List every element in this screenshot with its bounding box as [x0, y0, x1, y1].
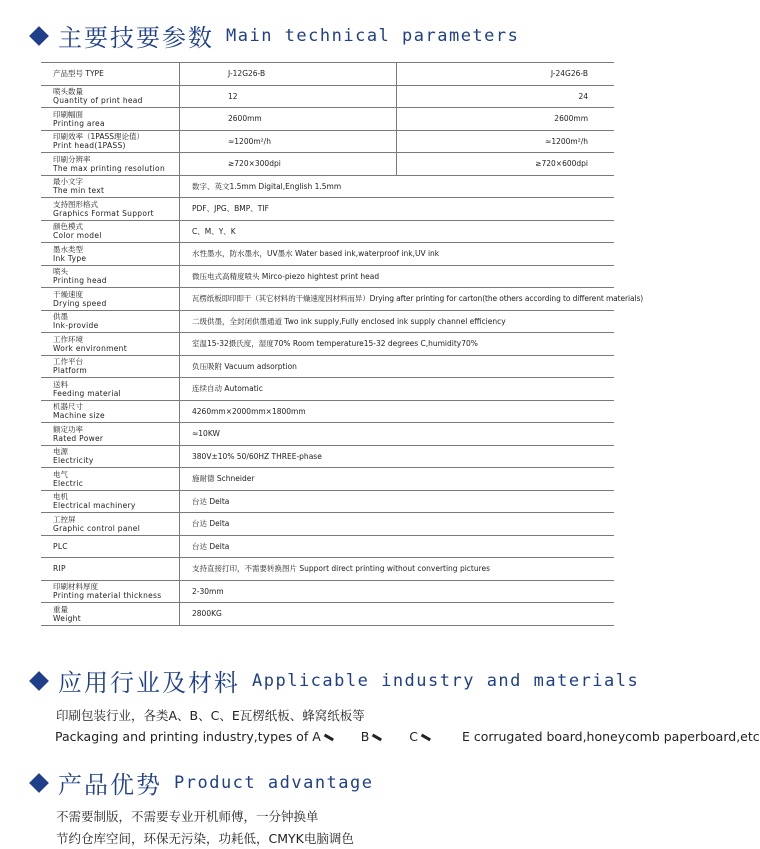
- spec-row: [41, 220, 614, 243]
- spec-row: [41, 355, 614, 378]
- spec-row-label: [41, 85, 180, 108]
- diamond-bullet-icon: [29, 26, 49, 46]
- spec-label-cn: 支持图形格式: [53, 199, 98, 209]
- spec-label-en: Platform: [53, 366, 88, 376]
- spec-value: 二级供墨，全封闭供墨通道 Two ink supply,Fully enclosed ink supply channel efficiency: [180, 310, 615, 333]
- slash-mark-icon: [324, 734, 334, 741]
- spec-label-en: Ink Type: [53, 253, 87, 263]
- spec-header-model2: J-24G26-B: [397, 63, 614, 86]
- spec-value-model2: 24: [397, 85, 614, 108]
- spec-label-en: Feeding material: [53, 388, 121, 398]
- industry-title-en: Applicable industry and materials: [252, 670, 640, 691]
- spec-row: [41, 378, 614, 401]
- spec-row: [41, 288, 614, 311]
- spec-value: 连续自动 Automatic: [180, 378, 615, 401]
- spec-row: [41, 603, 614, 626]
- industry-en-part-d: E corrugated board,honeycomb paperboard,etc: [462, 729, 760, 744]
- spec-row: [41, 108, 614, 131]
- spec-row: [41, 445, 614, 468]
- spec-row-label: [41, 535, 180, 558]
- spec-label-cn: 干燥速度: [53, 289, 83, 299]
- spec-label-en: Color model: [53, 231, 102, 241]
- spec-row: [41, 243, 614, 266]
- spec-row-label: [41, 445, 180, 468]
- diamond-bullet-icon: [29, 671, 49, 691]
- spec-row: [41, 198, 614, 221]
- spec-row: [41, 423, 614, 446]
- spec-header-label: 产品型号 TYPE: [41, 63, 180, 86]
- spec-value-model2: ≥720×600dpi: [397, 153, 614, 176]
- spec-value: C、M、Y、K: [180, 220, 615, 243]
- spec-label-en: Ink-provide: [53, 321, 99, 331]
- spec-label-cn: 印刷效率（1PASS理论值）: [53, 132, 144, 142]
- spec-label-en: Graphics Format Support: [53, 208, 154, 218]
- industry-line-cn: 印刷包装行业，各类A、B、C、E瓦楞纸板、蜂窝纸板等: [56, 708, 365, 723]
- spec-row-label: [41, 108, 180, 131]
- spec-label-en: The max printing resolution: [53, 163, 165, 173]
- spec-value: 数字、英文1.5mm Digital,English 1.5mm: [180, 175, 615, 198]
- spec-row: [41, 153, 614, 176]
- spec-value-model2: 2600mm: [397, 108, 614, 131]
- spec-row: [41, 175, 614, 198]
- spec-row-label: [41, 603, 180, 626]
- advantage-title-cn: 产品优势: [58, 771, 162, 799]
- spec-label-cn: 电机: [53, 492, 68, 502]
- spec-label-cn: 重量: [53, 604, 68, 614]
- spec-row-label: [41, 400, 180, 423]
- spec-row: [41, 535, 614, 558]
- spec-value: 水性墨水，防水墨水，UV墨水 Water based ink,waterproof ink,UV ink: [180, 243, 615, 266]
- spec-value: ≈10KW: [180, 423, 615, 446]
- spec-label-en: Weight: [53, 613, 81, 623]
- params-section-title: [30, 18, 519, 53]
- spec-row-label: [41, 243, 180, 266]
- spec-label-en: Printing material thickness: [53, 591, 162, 601]
- spec-row: [41, 468, 614, 491]
- spec-row-label: [41, 513, 180, 536]
- spec-row-label: [41, 378, 180, 401]
- spec-row: [41, 400, 614, 423]
- spec-row-label: [41, 468, 180, 491]
- spec-row-label: [41, 175, 180, 198]
- slash-mark-icon: [421, 734, 431, 741]
- spec-row-label: [41, 355, 180, 378]
- spec-label-cn: 印刷幅面: [53, 109, 83, 119]
- industry-en-part-c: C: [409, 729, 419, 744]
- spec-value-model1: 2600mm: [180, 108, 397, 131]
- spec-label-en: Electricity: [53, 456, 94, 466]
- spec-label-en: Electrical machinery: [53, 501, 136, 511]
- spec-label-cn: 最小文字: [53, 177, 83, 187]
- spec-label-en: Quantity of print head: [53, 96, 143, 106]
- spec-row: [41, 265, 614, 288]
- spec-row-label: [41, 580, 180, 603]
- spec-label-en: Work environment: [53, 343, 127, 353]
- spec-label-en: The min text: [53, 186, 105, 196]
- diamond-bullet-icon: [29, 773, 49, 793]
- spec-label-en: Drying speed: [53, 298, 107, 308]
- params-title-cn: 主要技要参数: [58, 24, 214, 52]
- spec-row-label: [41, 153, 180, 176]
- spec-row-label: [41, 558, 180, 581]
- spec-row-label: [41, 198, 180, 221]
- spec-label-cn: 印刷材料厚度: [53, 582, 98, 592]
- spec-value: 支持直接打印，不需要转换图片 Support direct printing without converting pictures: [180, 558, 615, 581]
- spec-row: [41, 85, 614, 108]
- spec-value: 台达 Delta: [180, 490, 615, 513]
- spec-value: 负压吸附 Vacuum adsorption: [180, 355, 615, 378]
- spec-value: 瓦楞纸板即印即干（其它材料的干燥速度因材料而异）Drying after printing for carton(the others according to different materials): [180, 288, 615, 311]
- spec-label-cn: 颜色模式: [53, 222, 83, 232]
- spec-label-cn: 工作环境: [53, 334, 83, 344]
- spec-value: 2800KG: [180, 603, 615, 626]
- spec-row-label: [41, 288, 180, 311]
- spec-label-en: Print head(1PASS): [53, 141, 126, 151]
- spec-label-en: Printing area: [53, 118, 105, 128]
- spec-value-model1: ≈1200m²/h: [180, 130, 397, 153]
- spec-label-cn: 额定功率: [53, 424, 83, 434]
- industry-section-title: [30, 663, 639, 698]
- spec-value-model2: ≈1200m²/h: [397, 130, 614, 153]
- spec-row: [41, 558, 614, 581]
- spec-value: 台达 Delta: [180, 535, 615, 558]
- spec-row-label: [41, 130, 180, 153]
- spec-label-cn: 机器尺寸: [53, 402, 83, 412]
- spec-row: [41, 490, 614, 513]
- spec-label-en: Electric: [53, 478, 84, 488]
- spec-row-label: [41, 265, 180, 288]
- spec-label-cn: 墨水类型: [53, 244, 83, 254]
- spec-value: 施耐德 Schneider: [180, 468, 615, 491]
- industry-en-part-b: B: [360, 729, 370, 744]
- spec-label-cn: 供墨: [53, 312, 68, 322]
- spec-header-row: [41, 63, 614, 86]
- spec-label-cn: 喷头数量: [53, 87, 83, 97]
- spec-row: [41, 130, 614, 153]
- spec-row: [41, 310, 614, 333]
- spec-row-label: [41, 220, 180, 243]
- slash-mark-icon: [372, 734, 382, 741]
- spec-table: [41, 62, 644, 626]
- spec-row-label: [41, 310, 180, 333]
- industry-line-en: [55, 729, 760, 744]
- spec-row-label: [41, 423, 180, 446]
- spec-value: 380V±10% 50/60HZ THREE-phase: [180, 445, 615, 468]
- advantage-line-1: 不需要制版，不需要专业开机师傅，一分钟换单: [56, 809, 319, 824]
- spec-label-cn: 印刷分辨率: [53, 154, 91, 164]
- spec-header-model1: J-12G26-B: [180, 63, 397, 86]
- industry-title-cn: 应用行业及材料: [58, 669, 240, 697]
- spec-value: 微压电式高精度喷头 Mirco-piezo hightest print head: [180, 265, 615, 288]
- spec-label-cn: 工控屏: [53, 514, 76, 524]
- spec-value-model1: 12: [180, 85, 397, 108]
- spec-label-cn: 电气: [53, 469, 68, 479]
- spec-label-en: Machine size: [53, 411, 105, 421]
- spec-row: [41, 513, 614, 536]
- spec-label-en: Printing head: [53, 276, 107, 286]
- industry-en-part-a: Packaging and printing industry,types of A: [55, 729, 321, 744]
- spec-value-model1: ≥720×300dpi: [180, 153, 397, 176]
- spec-label-en: Rated Power: [53, 433, 104, 443]
- spec-row-label: [41, 333, 180, 356]
- spec-row: [41, 580, 614, 603]
- spec-label-cn: 送料: [53, 379, 68, 389]
- spec-row-label: [41, 490, 180, 513]
- advantage-section-title: [30, 765, 374, 800]
- spec-label-en: Graphic control panel: [53, 523, 141, 533]
- spec-label-en: PLC: [53, 541, 68, 551]
- spec-value: PDF、JPG、BMP、TIF: [180, 198, 615, 221]
- advantage-line-2: 节约仓库空间，环保无污染，功耗低，CMYK电脑调色: [56, 831, 354, 846]
- spec-value: 台达 Delta: [180, 513, 615, 536]
- advantage-title-en: Product advantage: [174, 772, 374, 793]
- spec-label-cn: 电源: [53, 447, 68, 457]
- spec-label-cn: 工作平台: [53, 357, 83, 367]
- spec-value: 4260mm×2000mm×1800mm: [180, 400, 615, 423]
- spec-value: 2-30mm: [180, 580, 615, 603]
- spec-row: [41, 333, 614, 356]
- params-title-en: Main technical parameters: [226, 25, 520, 46]
- spec-value: 室温15-32摄氏度，湿度70% Room temperature15-32 degrees C,humidity70%: [180, 333, 615, 356]
- spec-label-en: RIP: [53, 564, 66, 574]
- spec-label-cn: 喷头: [53, 267, 68, 277]
